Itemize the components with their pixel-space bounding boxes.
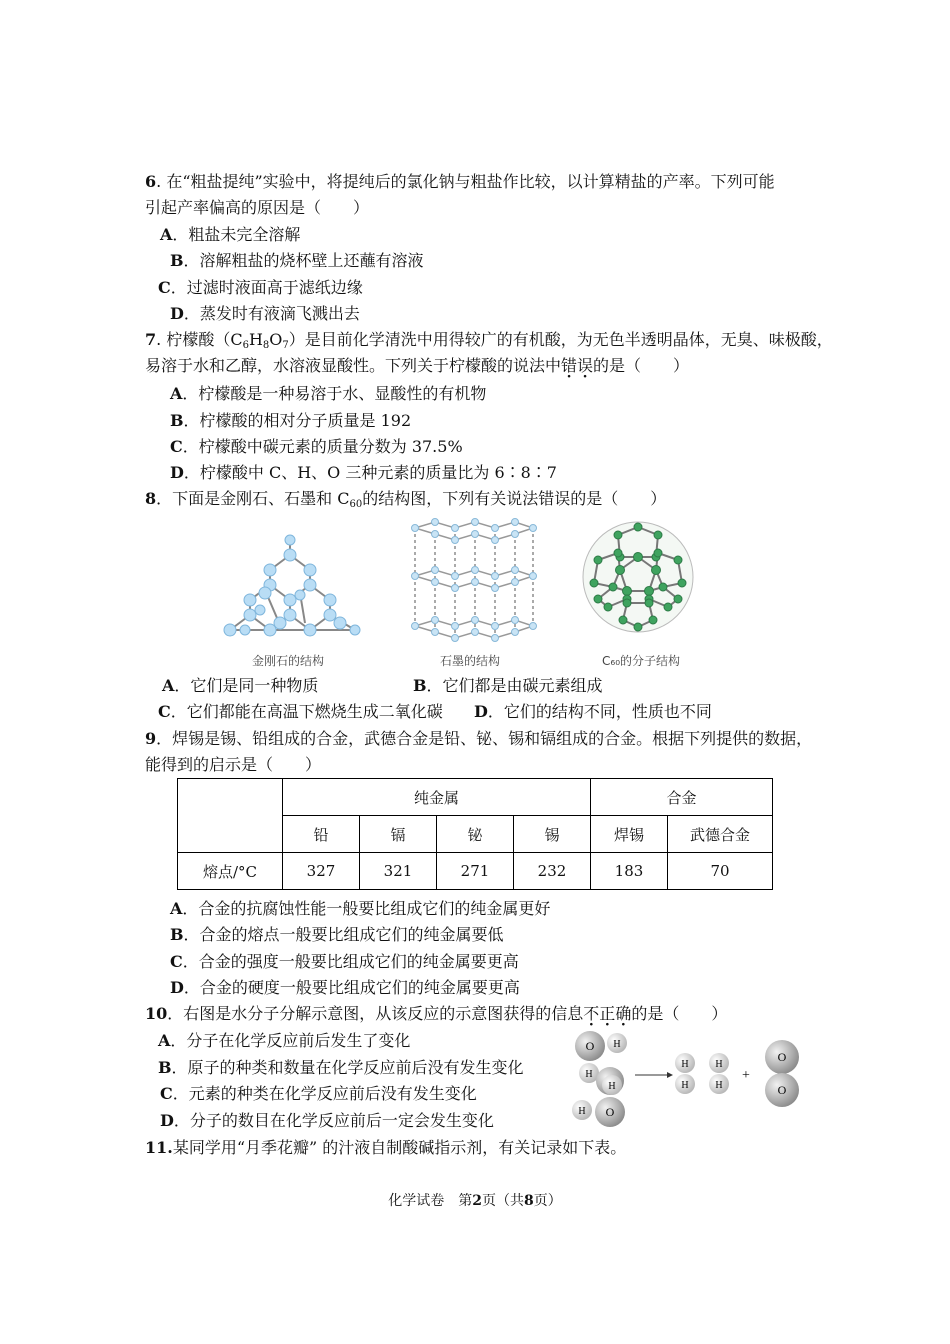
- element-symbol: H: [248, 330, 263, 349]
- option-label: C: [158, 278, 171, 297]
- option-label: A: [162, 676, 175, 695]
- q6-number: 6: [145, 172, 157, 191]
- option-label: B: [170, 925, 184, 944]
- q7-option-a: [170, 383, 486, 405]
- emphasis-char: 错: [561, 356, 578, 375]
- q7-stem-text: 易溶于水和乙醇，水溶液显酸性。下列关于柠檬酸的说法中: [145, 356, 562, 375]
- table-cell: 321: [360, 853, 437, 890]
- atom-label: O: [605, 1105, 615, 1119]
- plus-sign: +: [742, 1068, 750, 1083]
- option-label: B: [413, 676, 427, 695]
- option-text: ．柠檬酸的相对分子质量是 192: [183, 411, 412, 430]
- q10-option-c: [160, 1083, 477, 1105]
- option-label: B: [158, 1058, 172, 1077]
- option-label: C: [160, 1084, 173, 1103]
- option-label: C: [170, 437, 183, 456]
- footer-text: 页（共: [482, 1193, 524, 1209]
- q7-option-d: [170, 462, 557, 484]
- q8-stem: [145, 488, 666, 516]
- table-corner-cell: [178, 779, 283, 853]
- table-row: [178, 853, 773, 890]
- subscript: 6: [242, 340, 249, 351]
- option-label: C: [158, 702, 171, 721]
- atom-label: H: [715, 1059, 723, 1070]
- option-text: ．合金的硬度一般要比组成它们的纯金属要更高: [183, 978, 520, 997]
- q10-option-b: [158, 1057, 524, 1079]
- atom-label: O: [585, 1039, 595, 1053]
- q10-option-d: [160, 1110, 494, 1132]
- option-text: ．合金的熔点一般要比组成它们的纯金属要低: [183, 925, 504, 944]
- atom-label: H: [608, 1081, 616, 1092]
- diamond-structure-figure: [215, 515, 375, 650]
- q8-option-b: [413, 675, 603, 697]
- option-text: ．元素的种类在化学反应前后没有发生变化: [172, 1084, 477, 1103]
- table-header-cell: 铋: [437, 816, 514, 853]
- q7-option-b: [170, 410, 411, 432]
- table-row: [178, 779, 773, 816]
- q10-stem-text: 的是（ ）: [631, 1004, 728, 1023]
- graphite-caption: 石墨的结构: [440, 654, 501, 668]
- q6-option-c: [158, 277, 363, 299]
- q9-option-b: [170, 924, 504, 946]
- q9-option-a: [170, 898, 550, 920]
- c60-caption: C₆₀的分子结构: [602, 654, 681, 668]
- q6-stem-line1: [145, 171, 775, 193]
- footer-text: 页）: [533, 1193, 562, 1209]
- q8-number: 8: [145, 489, 157, 508]
- option-text: ．溶解粗盐的烧杯壁上还蘸有溶液: [183, 251, 424, 270]
- q6-stem-text: . 在“粗盐提纯”实验中，将提纯后的氯化钠与粗盐作比较，以计算精盐的产率。下列可能: [156, 172, 775, 191]
- graphite-structure-figure: [405, 518, 540, 646]
- table-cell: 232: [514, 853, 591, 890]
- emphasis-char: 误: [577, 356, 594, 375]
- option-text: ．合金的抗腐蚀性能一般要比组成它们的纯金属更好: [182, 899, 551, 918]
- q7-stem-text: 的是（ ）: [593, 356, 690, 375]
- q7-stem-text: ）是目前化学清洗中用得较广的有机酸，为无色半透明晶体，无臭、味极酸，: [288, 330, 833, 349]
- q6-stem-line2: 引起产率偏高的原因是（ ）: [145, 198, 370, 217]
- q7-number: 7: [145, 330, 157, 349]
- option-label: A: [158, 1031, 171, 1050]
- option-text: ．分子的数目在化学反应前后一定会发生变化: [173, 1111, 494, 1130]
- option-text: ．粗盐未完全溶解: [172, 225, 301, 244]
- atom-label: H: [613, 1039, 621, 1050]
- q7-option-c: [170, 436, 463, 458]
- option-label: A: [170, 899, 183, 918]
- q9-option-d: [170, 977, 520, 999]
- table-cell: 327: [283, 853, 360, 890]
- option-text: ．分子在化学反应前后发生了变化: [170, 1031, 411, 1050]
- q11-number: 11.: [145, 1138, 173, 1157]
- q10-option-a: [158, 1030, 410, 1052]
- q7-stem-line1: [145, 329, 833, 357]
- atom-label: H: [585, 1069, 593, 1080]
- table-group-header: 纯金属: [283, 779, 591, 816]
- option-label: D: [170, 978, 184, 997]
- footer-text: 化学试卷 第: [388, 1193, 473, 1209]
- page-total: 8: [524, 1193, 534, 1209]
- atom-label: O: [777, 1050, 787, 1064]
- subscript: 7: [282, 340, 289, 351]
- q8-option-c: [158, 701, 443, 723]
- option-text: ．原子的种类和数量在化学反应前后没有发生变化: [171, 1058, 524, 1077]
- water-decomposition-figure: [565, 1028, 810, 1132]
- q10-stem: [145, 1003, 727, 1025]
- q7-stem-line2: [145, 355, 689, 377]
- option-text: ．蒸发时有液滴飞溅出去: [183, 304, 360, 323]
- emphasis-char: 确: [615, 1004, 632, 1023]
- q9-stem-line2: 能得到的启示是（ ）: [145, 755, 322, 774]
- atom-label: H: [578, 1106, 586, 1117]
- q9-stem-line1: [145, 728, 812, 750]
- option-text: ．它们是同一种物质: [174, 676, 319, 695]
- table-header-cell: 铅: [283, 816, 360, 853]
- q9-stem-text: ．焊锡是锡、铅组成的合金，武德合金是铅、铋、锡和镉组成的合金。根据下列提供的数据，: [156, 729, 813, 748]
- q8-stem-text: 的结构图，下列有关说法错误的是（ ）: [362, 489, 667, 508]
- option-label: B: [170, 411, 184, 430]
- q8-option-a: [162, 675, 318, 697]
- melting-point-table: [177, 778, 773, 890]
- table-header-cell: 焊锡: [591, 816, 668, 853]
- option-text: ．它们的结构不同，性质也不同: [487, 702, 712, 721]
- option-label: A: [170, 384, 183, 403]
- q10-number: 10: [145, 1004, 168, 1023]
- option-label: B: [170, 251, 184, 270]
- atom-label: H: [681, 1080, 689, 1091]
- q8-option-d: [474, 701, 712, 723]
- option-label: A: [160, 225, 173, 244]
- page-number: 2: [472, 1193, 482, 1209]
- option-label: D: [474, 702, 488, 721]
- c60-structure-figure: [578, 515, 698, 640]
- option-text: ．柠檬酸中 C、H、O 三种元素的质量比为 6∶8∶7: [183, 463, 557, 482]
- option-label: D: [170, 463, 184, 482]
- q9-number: 9: [145, 729, 157, 748]
- option-text: ．柠檬酸是一种易溶于水、显酸性的有机物: [182, 384, 487, 403]
- emphasis-char: 正: [599, 1004, 616, 1023]
- table-cell: 183: [591, 853, 668, 890]
- emphasis-char: 不: [583, 1004, 600, 1023]
- option-label: D: [160, 1111, 174, 1130]
- diamond-caption: 金刚石的结构: [252, 654, 325, 668]
- option-label: C: [170, 952, 183, 971]
- q11-stem: [145, 1137, 626, 1159]
- option-text: ．合金的强度一般要比组成它们的纯金属要更高: [182, 952, 519, 971]
- option-label: D: [170, 304, 184, 323]
- q11-stem-text: 某同学用“月季花瓣” 的汁液自制酸碱指示剂，有关记录如下表。: [172, 1138, 627, 1157]
- q6-option-d: [170, 303, 360, 325]
- option-text: ．过滤时液面高于滤纸边缘: [170, 278, 363, 297]
- table-header-cell: 锡: [514, 816, 591, 853]
- atom-label: H: [715, 1080, 723, 1091]
- q9-option-c: [170, 951, 519, 973]
- q6-option-a: [160, 224, 300, 246]
- q8-stem-text: ．下面是金刚石、石墨和 C: [156, 489, 350, 508]
- q6-option-b: [170, 250, 424, 272]
- option-text: ．它们都能在高温下燃烧生成二氧化碳: [170, 702, 443, 721]
- subscript: 8: [262, 340, 270, 351]
- element-symbol: O: [269, 330, 283, 349]
- atom-label: H: [681, 1059, 689, 1070]
- page-footer: [0, 1190, 950, 1210]
- arrow-head-icon: [667, 1072, 673, 1078]
- table-cell: 271: [437, 853, 514, 890]
- table-header-cell: 武德合金: [668, 816, 773, 853]
- table-row-label: 熔点/°C: [178, 853, 283, 890]
- option-text: ．柠檬酸中碳元素的质量分数为 37.5%: [182, 437, 463, 456]
- table-header-cell: 镉: [360, 816, 437, 853]
- option-text: ．它们都是由碳元素组成: [426, 676, 603, 695]
- table-group-header: 合金: [591, 779, 773, 816]
- atom-label: O: [777, 1083, 787, 1097]
- table-cell: 70: [668, 853, 773, 890]
- q10-stem-text: ．右图是水分子分解示意图，从该反应的示意图获得的信息: [167, 1004, 584, 1023]
- subscript: 60: [349, 499, 363, 510]
- q7-stem-text: . 柠檬酸（C: [156, 330, 243, 349]
